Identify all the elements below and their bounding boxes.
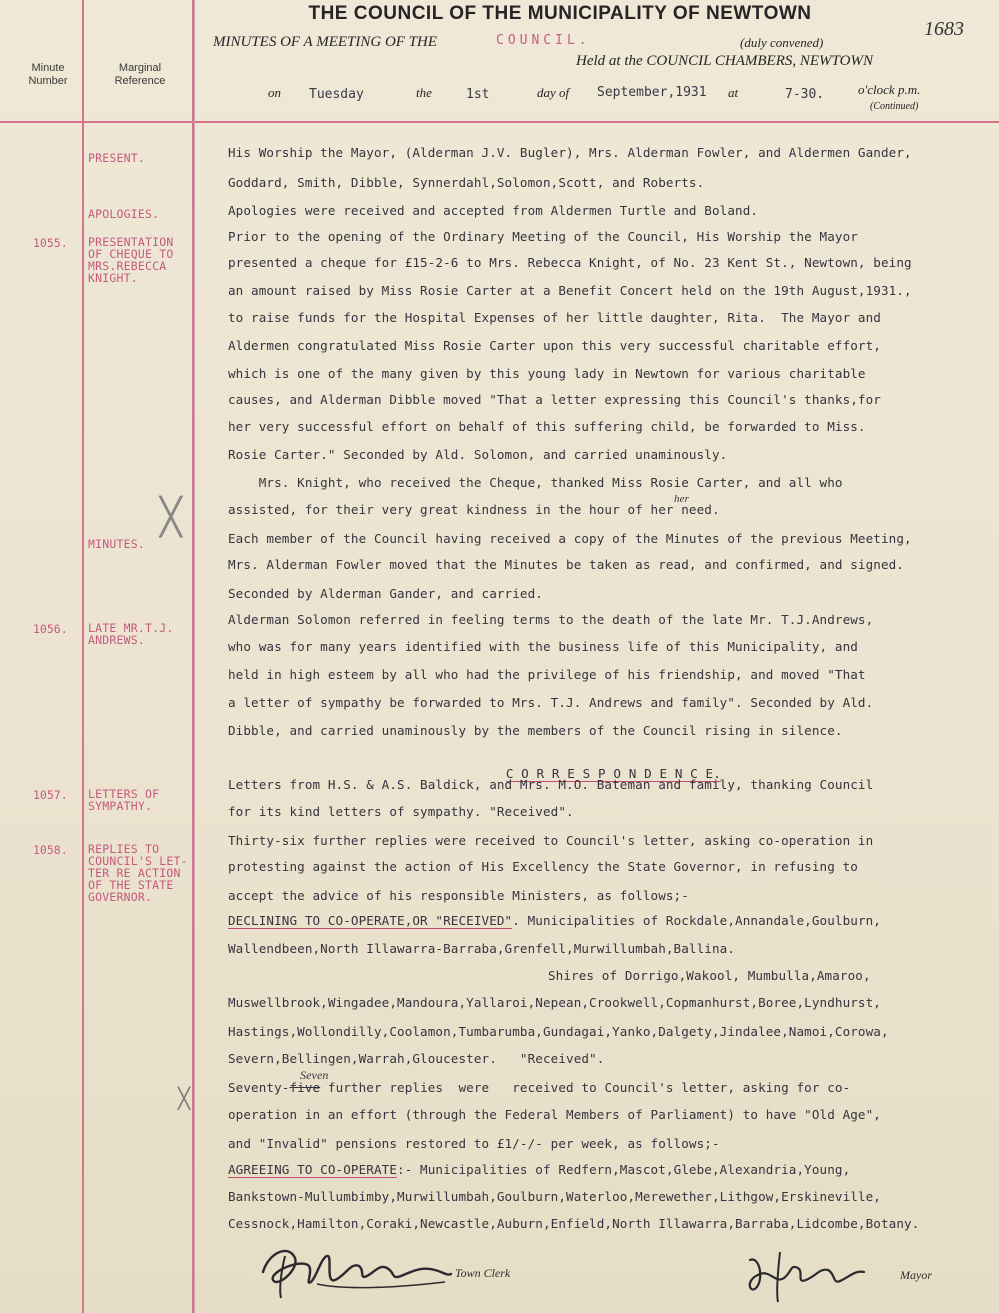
venue-label: Held at the COUNCIL CHAMBERS, NEWTOWN [576, 53, 873, 69]
minutes-of-meeting-label: MINUTES OF A MEETING OF THE [213, 34, 438, 50]
minute-column-rule [82, 0, 84, 1313]
minute-heading-line2: Number [28, 75, 68, 87]
body-line: assisted, for their very great kindness in the hour of her need. [228, 502, 720, 517]
mayor-signature [740, 1240, 880, 1306]
body-line-declining [228, 913, 881, 928]
body-line-agreeing [228, 1162, 850, 1177]
mayor-label: Mayor [900, 1268, 932, 1282]
minute-number-1056: 1056. [33, 622, 68, 636]
margin-ref-presentation: PRESENTATION OF CHEQUE TO MRS.REBECCA KNIGHT. [88, 235, 174, 285]
body-line: His Worship the Mayor, (Alderman J.V. Bugler), Mrs. Alderman Fowler, and Aldermen Gander, [228, 145, 912, 160]
body-line: Alderman Solomon referred in feeling terms to the death of the late Mr. T.J.Andrews, [228, 612, 874, 627]
margin-ref-letters-sympathy: LETTERS OF SYMPATHY. [88, 787, 160, 813]
body-line: Thirty-six further replies were received to Council's letter, asking co-operation in [228, 833, 874, 848]
handwritten-correction-seven: Seven [300, 1068, 329, 1082]
margin-column-rule-inner [194, 0, 195, 1313]
body-line: Rosie Carter." Seconded by Ald. Solomon, and carried unaminously. [228, 447, 728, 462]
body-line: accept the advice of his responsible Ministers, as follows;- [228, 888, 689, 903]
body-line: Mrs. Knight, who received the Cheque, thanked Miss Rosie Carter, and all who [228, 475, 843, 490]
at-label: at [728, 85, 739, 100]
oclock-label: o'clock p.m. [858, 82, 921, 97]
declining-heading: DECLINING TO CO-OPERATE,OR "RECEIVED" [228, 913, 513, 928]
body-line: protesting against the action of His Excellency the State Governor, in refusing to [228, 859, 858, 874]
body-line: Bankstown-Mullumbimby,Murwillumbah,Goulburn,Waterloo,Merewether,Lithgow,Erskineville, [228, 1189, 881, 1204]
duly-convened-label: (duly convened) [740, 35, 824, 50]
meeting-day: Tuesday [309, 87, 364, 102]
minute-number-1058: 1058. [33, 843, 68, 857]
body-line: Severn,Bellingen,Warrah,Gloucester. "Received". [228, 1051, 605, 1066]
body-line: a letter of sympathy be forwarded to Mrs. T.J. Andrews and family". Seconded by Ald. [228, 695, 874, 710]
body-line: Shires of Dorrigo,Wakool, Mumbulla,Amaroo, [548, 968, 871, 983]
agreeing-heading: AGREEING TO CO-OPERATE [228, 1162, 398, 1177]
town-clerk-label: Town Clerk [455, 1266, 511, 1280]
body-line: and "Invalid" pensions restored to £1/-/- per week, as follows;- [228, 1136, 720, 1151]
body-line: Cessnock,Hamilton,Coraki,Newcastle,Auburn,Enfield,North Illawarra,Barraba,Lidcombe,Botany. [228, 1216, 920, 1231]
handwritten-correction-her: her [674, 493, 689, 505]
body-line: for its kind letters of sympathy. "Received". [228, 804, 574, 819]
margin-ref-present: PRESENT. [88, 151, 145, 165]
body-line: presented a cheque for £15-2-6 to Mrs. Rebecca Knight, of No. 23 Kent St., Newtown, being [228, 255, 912, 270]
body-line: Wallendbeen,North Illawarra-Barraba,Grenfell,Murwillumbah,Ballina. [228, 941, 736, 956]
margin-ref-late-andrews: LATE MR.T.J. ANDREWS. [88, 621, 174, 647]
meeting-type: COUNCIL. [496, 33, 591, 48]
seventy-struck-word: five [289, 1080, 321, 1095]
body-line: Prior to the opening of the Ordinary Meeting of the Council, His Worship the Mayor [228, 229, 858, 244]
body-line: Aldermen congratulated Miss Rosie Carter upon this very successful charitable effort, [228, 338, 881, 353]
page-number: 1683 [924, 18, 964, 40]
correspondence-heading-text: C O R R E S P O N D E N C E. [505, 766, 721, 781]
header-rule [0, 121, 999, 123]
body-line: Muswellbrook,Wingadee,Mandoura,Yallaroi,Nepean,Crookwell,Copmanhurst,Boree,Lyndhurst, [228, 995, 881, 1010]
continued-label: (Continued) [870, 101, 919, 112]
margin-ref-apologies: APOLOGIES. [88, 207, 160, 221]
council-title: THE COUNCIL OF THE MUNICIPALITY OF NEWTOWN [308, 3, 812, 24]
body-line: causes, and Alderman Dibble moved "That a letter expressing this Council's thanks,for [228, 392, 881, 407]
meeting-month-year: September,1931 [597, 85, 707, 100]
margin-heading-line2: Reference [114, 75, 166, 87]
body-line: operation in an effort (through the Federal Members of Parliament) to have "Old Age", [228, 1107, 881, 1122]
body-line: Seconded by Alderman Gander, and carried. [228, 586, 543, 601]
body-line: Mrs. Alderman Fowler moved that the Minutes be taken as read, and confirmed, and signed. [228, 557, 905, 572]
town-clerk-signature [255, 1236, 455, 1302]
margin-ref-minutes: MINUTES. [88, 537, 145, 551]
margin-ref-replies: REPLIES TO COUNCIL'S LET- TER RE ACTION OF THE STATE GOVERNOR. [88, 842, 188, 904]
on-label: on [268, 85, 281, 100]
marginal-reference-heading [92, 62, 188, 88]
tick-mark-icon: ╳ [160, 496, 182, 537]
body-line: to raise funds for the Hospital Expenses of her little daughter, Rita. The Mayor and [228, 310, 881, 325]
body-line: Goddard, Smith, Dibble, Synnerdahl,Solomon,Scott, and Roberts. [228, 175, 705, 190]
tick-mark-icon: ╳ [178, 1088, 191, 1110]
declining-rest: . Municipalities of Rockdale,Annandale,Goulburn, [512, 913, 881, 928]
body-line: Apologies were received and accepted from Aldermen Turtle and Boland. [228, 203, 759, 218]
body-line: who was for many years identified with the business life of this Municipality, and [228, 639, 858, 654]
meeting-time: 7-30. [785, 87, 825, 102]
body-line: Letters from H.S. & A.S. Baldick, and Mrs. M.O. Bateman and family, thanking Council [228, 777, 874, 792]
body-line: Hastings,Wollondilly,Coolamon,Tumbarumba,Gundagai,Yanko,Dalgety,Jindalee,Namoi,Corowa, [228, 1024, 889, 1039]
body-line: which is one of the many given by this young lady in Newtown for various charitable [228, 366, 866, 381]
agreeing-rest: :- Municipalities of Redfern,Mascot,Glebe,Alexandria,Young, [397, 1162, 851, 1177]
minute-number-1057: 1057. [33, 788, 68, 802]
seventy-rest: further replies were received to Council's letter, asking for co- [320, 1080, 851, 1095]
meeting-date: 1st [466, 87, 490, 102]
day-of-label: day of [537, 85, 570, 100]
body-line: Each member of the Council having received a copy of the Minutes of the previous Meeting, [228, 531, 912, 546]
the-label: the [416, 85, 432, 100]
body-line: her very successful effort on behalf of this suffering child, be forwarded to Miss. [228, 419, 866, 434]
seventy-prefix: Seventy- [228, 1080, 290, 1095]
minute-number-heading [20, 62, 76, 88]
body-line: Dibble, and carried unaminously by the members of the Council rising in silence. [228, 723, 843, 738]
body-line: held in high esteem by all who had the privilege of his friendship, and moved "That [228, 667, 866, 682]
body-line: an amount raised by Miss Rosie Carter at a Benefit Concert held on the 19th August,1931., [228, 283, 912, 298]
minute-number-1055: 1055. [33, 236, 68, 250]
minute-heading-line1: Minute [31, 62, 65, 74]
margin-heading-line1: Marginal [118, 62, 162, 74]
